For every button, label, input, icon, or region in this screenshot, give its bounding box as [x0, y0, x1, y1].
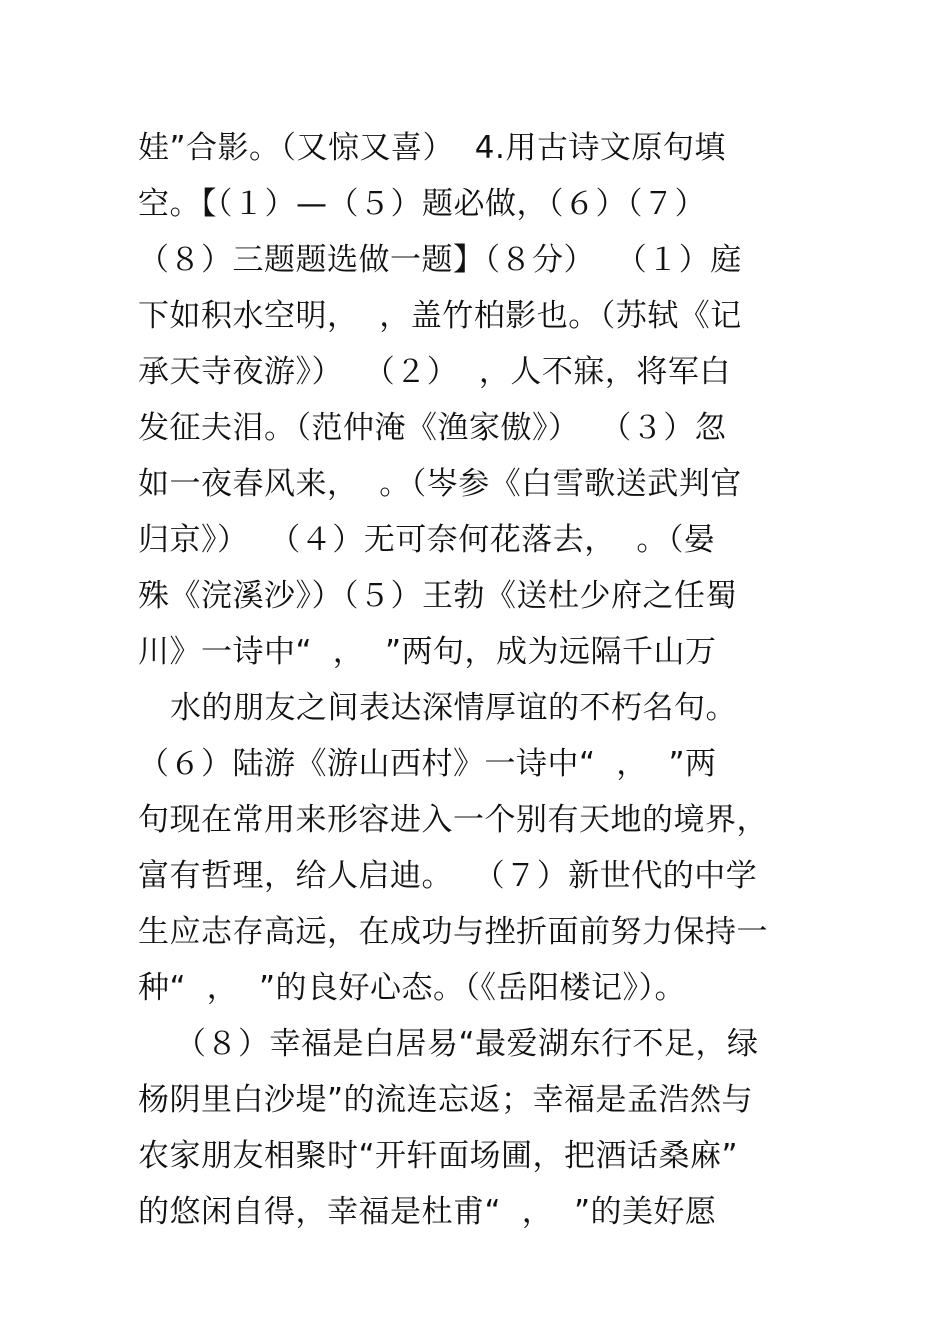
text-line-17: （８）幸福是白居易“最爱湖东行不足，绿 — [175, 1026, 759, 1062]
text-line-3: （８）三题题选做一题】（８分） （１）庭 — [138, 242, 742, 278]
text-line-7: 如一夜春风来， 。（岑参《白雪歌送武判官 — [138, 466, 742, 502]
text-line-11: 水的朋友之间表达深情厚谊的不朽名句。 — [170, 690, 737, 726]
text-line-12: （６）陆游《游山西村》一诗中“ ， ”两 — [138, 746, 717, 782]
text-line-14: 富有哲理，给人启迪。 （７）新世代的中学 — [138, 858, 758, 894]
text-line-2: 空。【（１）—（５）题必做，（６）（７） — [138, 186, 706, 222]
text-line-6: 发征夫泪。（范仲淹《渔家傲》） （３）忽 — [138, 410, 727, 446]
text-line-16: 种“ ， ”的良好心态。（《岳阳楼记》）。 — [138, 970, 687, 1006]
text-line-8: 归京》） （４）无可奈何花落去， 。（晏 — [138, 522, 716, 558]
text-line-5: 承天寺夜游》） （２） ，人不寐，将军白 — [138, 354, 731, 390]
text-line-20: 的悠闲自得，幸福是杜甫“ ， ”的美好愿 — [138, 1194, 717, 1230]
text-line-19: 农家朋友相聚时“开轩面场圃，把酒话桑麻” — [138, 1138, 739, 1174]
text-line-4: 下如积水空明， ，盖竹柏影也。（苏轼《记 — [138, 298, 742, 334]
text-line-18: 杨阴里白沙堤”的流连忘返；幸福是孟浩然与 — [138, 1082, 754, 1118]
text-line-15: 生应志存高远，在成功与挫折面前努力保持一 — [138, 914, 768, 950]
text-line-10: 川》一诗中“ ， ”两句，成为远隔千山万 — [138, 634, 717, 670]
text-line-9: 殊《浣溪沙》）（５）王勃《送杜少府之任蜀 — [138, 578, 737, 614]
text-line-1: 娃”合影。（又惊又喜） 4.用古诗文原句填 — [138, 130, 726, 166]
text-line-13: 句现在常用来形容进入一个别有天地的境界， — [138, 802, 768, 838]
